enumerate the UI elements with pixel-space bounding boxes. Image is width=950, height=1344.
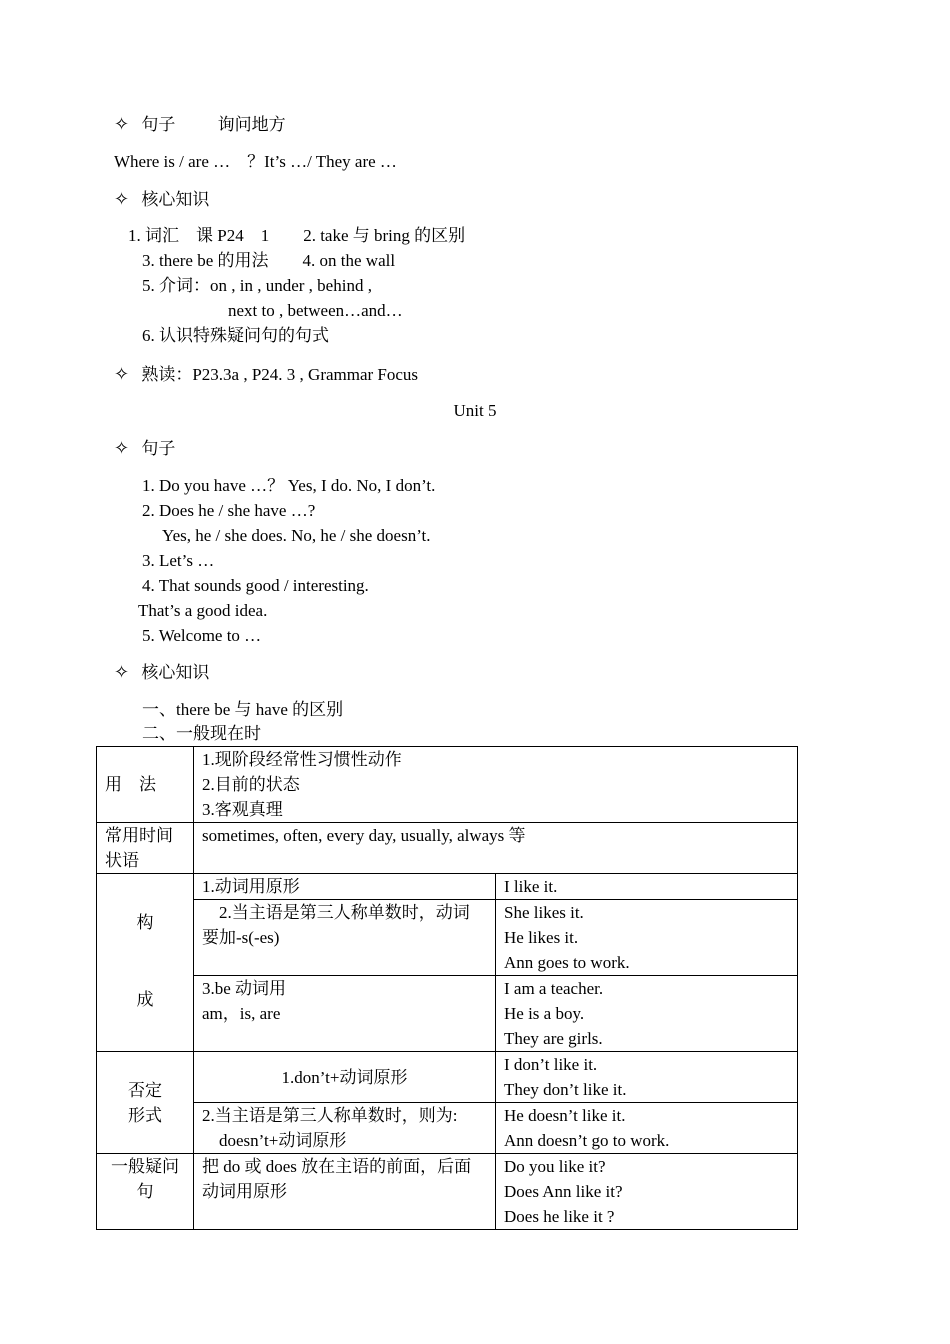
example-line: She likes it. <box>504 903 584 922</box>
rule-cell <box>194 874 496 900</box>
row-label <box>97 747 194 823</box>
unit-title: Unit 5 <box>453 401 497 420</box>
example-cell <box>496 1052 798 1103</box>
label-line: 构 <box>136 913 154 932</box>
section-heading: 句子 <box>141 439 176 458</box>
time-adverbials-value: sometimes, often, every day, usually, always 等 <box>194 823 798 874</box>
example-line: Does he like it ? <box>504 1207 615 1226</box>
knowledge-item: 3. there be 的用法 4. on the wall <box>142 251 396 270</box>
section-topic: 询问地方 <box>217 115 286 134</box>
rule-line: 2.当主语是第三人称单数时，则为: <box>202 1106 458 1125</box>
row-label <box>97 1052 194 1154</box>
rule-cell <box>194 1103 496 1154</box>
section-sentences-2 <box>114 436 175 461</box>
table-row-usage <box>97 747 798 823</box>
rule-line: am，is, are <box>202 1004 281 1023</box>
table-row-negative <box>97 1052 798 1103</box>
label-line: 句 <box>136 1182 154 1201</box>
usage-line: 3.客观真理 <box>202 800 283 819</box>
example-line: Does Ann like it? <box>504 1182 623 1201</box>
section-sentences-1 <box>114 112 286 137</box>
section-core-knowledge-2 <box>114 660 209 685</box>
example-line: I am a teacher. <box>504 979 604 998</box>
four-point-star-icon: ✧ <box>114 189 130 210</box>
reading-text: 熟读：P23.3a , P24. 3 , Grammar Focus <box>141 365 419 384</box>
sentence-item: Yes, he / she does. No, he / she doesn’t. <box>162 526 431 545</box>
four-point-star-icon: ✧ <box>114 662 130 683</box>
example-cell <box>496 1103 798 1154</box>
rule-cell <box>194 900 496 976</box>
section-heading: 核心知识 <box>141 663 210 682</box>
label-line: 状语 <box>105 851 139 870</box>
rule-line: 要加-s(-es) <box>202 928 280 947</box>
table-row-negative <box>97 1103 798 1154</box>
knowledge-item: next to , between…and… <box>228 301 403 320</box>
rule-line: 2.当主语是第三人称单数时，动词 <box>202 903 470 922</box>
section-reading <box>114 362 418 387</box>
knowledge-item: 6. 认识特殊疑问句的句式 <box>142 326 329 345</box>
present-simple-table <box>96 746 798 1230</box>
row-label <box>97 823 194 874</box>
label-line: 否定 <box>128 1080 162 1100</box>
row-label <box>97 874 194 1052</box>
usage-line: 2.目前的状态 <box>202 775 300 794</box>
table-row-structure <box>97 976 798 1052</box>
rule-line: 3.be 动词用 <box>202 979 287 998</box>
example-line: They are girls. <box>504 1029 603 1048</box>
row-label <box>97 1154 194 1230</box>
where-sentence: Where is / are … ？It’s …/ They are … <box>114 152 397 171</box>
table-row-question <box>97 1154 798 1230</box>
rule-line: doesn’t+动词原形 <box>202 1131 347 1150</box>
sentence-item: That’s a good idea. <box>138 601 268 620</box>
example-cell <box>496 1154 798 1230</box>
usage-content <box>194 747 798 823</box>
example-line: They don’t like it. <box>504 1080 627 1099</box>
label-line: 一般疑问 <box>111 1157 179 1176</box>
example-line: He is a boy. <box>504 1004 585 1023</box>
table-row-time-adverbials <box>97 823 798 874</box>
usage-line: 1.现阶段经常性习惯性动作 <box>202 750 402 769</box>
example-line: Ann goes to work. <box>504 953 630 972</box>
rule-cell <box>194 1154 496 1230</box>
knowledge-item: 二、一般现在时 <box>142 724 261 743</box>
example-line: He doesn’t like it. <box>504 1106 626 1125</box>
sentence-item: 4. That sounds good / interesting. <box>142 576 369 595</box>
section-core-knowledge-1 <box>114 187 209 212</box>
knowledge-item: 一、there be 与 have 的区别 <box>142 700 344 719</box>
sentence-item: 2. Does he / she have …? <box>142 501 316 520</box>
example-cell <box>496 976 798 1052</box>
example-line: Ann doesn’t go to work. <box>504 1131 670 1150</box>
four-point-star-icon: ✧ <box>114 114 130 135</box>
label-line: 形式 <box>128 1105 162 1125</box>
section-heading: 句子 <box>141 115 176 134</box>
section-heading: 核心知识 <box>141 190 210 209</box>
example-line: I don’t like it. <box>504 1055 598 1074</box>
rule-line: 1.动词用原形 <box>202 877 300 896</box>
example-line: He likes it. <box>504 928 579 947</box>
knowledge-item: 5. 介词：on , in , under , behind , <box>142 276 372 295</box>
usage-label: 用 法 <box>105 775 156 794</box>
table-row-structure <box>97 874 798 900</box>
example-cell <box>496 874 798 900</box>
table-row-structure <box>97 900 798 976</box>
four-point-star-icon: ✧ <box>114 364 130 385</box>
rule-line: 动词用原形 <box>202 1182 287 1201</box>
rule-line: 把 do 或 does 放在主语的前面，后面 <box>202 1157 472 1176</box>
knowledge-item: 1. 词汇 课 P24 1 2. take 与 bring 的区别 <box>128 226 466 245</box>
sentence-item: 5. Welcome to … <box>142 626 262 645</box>
rule-cell <box>194 976 496 1052</box>
rule-cell <box>194 1052 496 1103</box>
example-cell <box>496 900 798 976</box>
four-point-star-icon: ✧ <box>114 438 130 459</box>
rule-line: 1.don’t+动词原形 <box>281 1067 408 1087</box>
example-line: Do you like it? <box>504 1157 606 1176</box>
label-line: 成 <box>136 990 154 1009</box>
label-line: 常用时间 <box>105 826 173 845</box>
sentence-item: 1. Do you have …？ Yes, I do. No, I don’t. <box>142 476 436 495</box>
sentence-item: 3. Let’s … <box>142 551 215 570</box>
example-line: I like it. <box>504 877 558 896</box>
